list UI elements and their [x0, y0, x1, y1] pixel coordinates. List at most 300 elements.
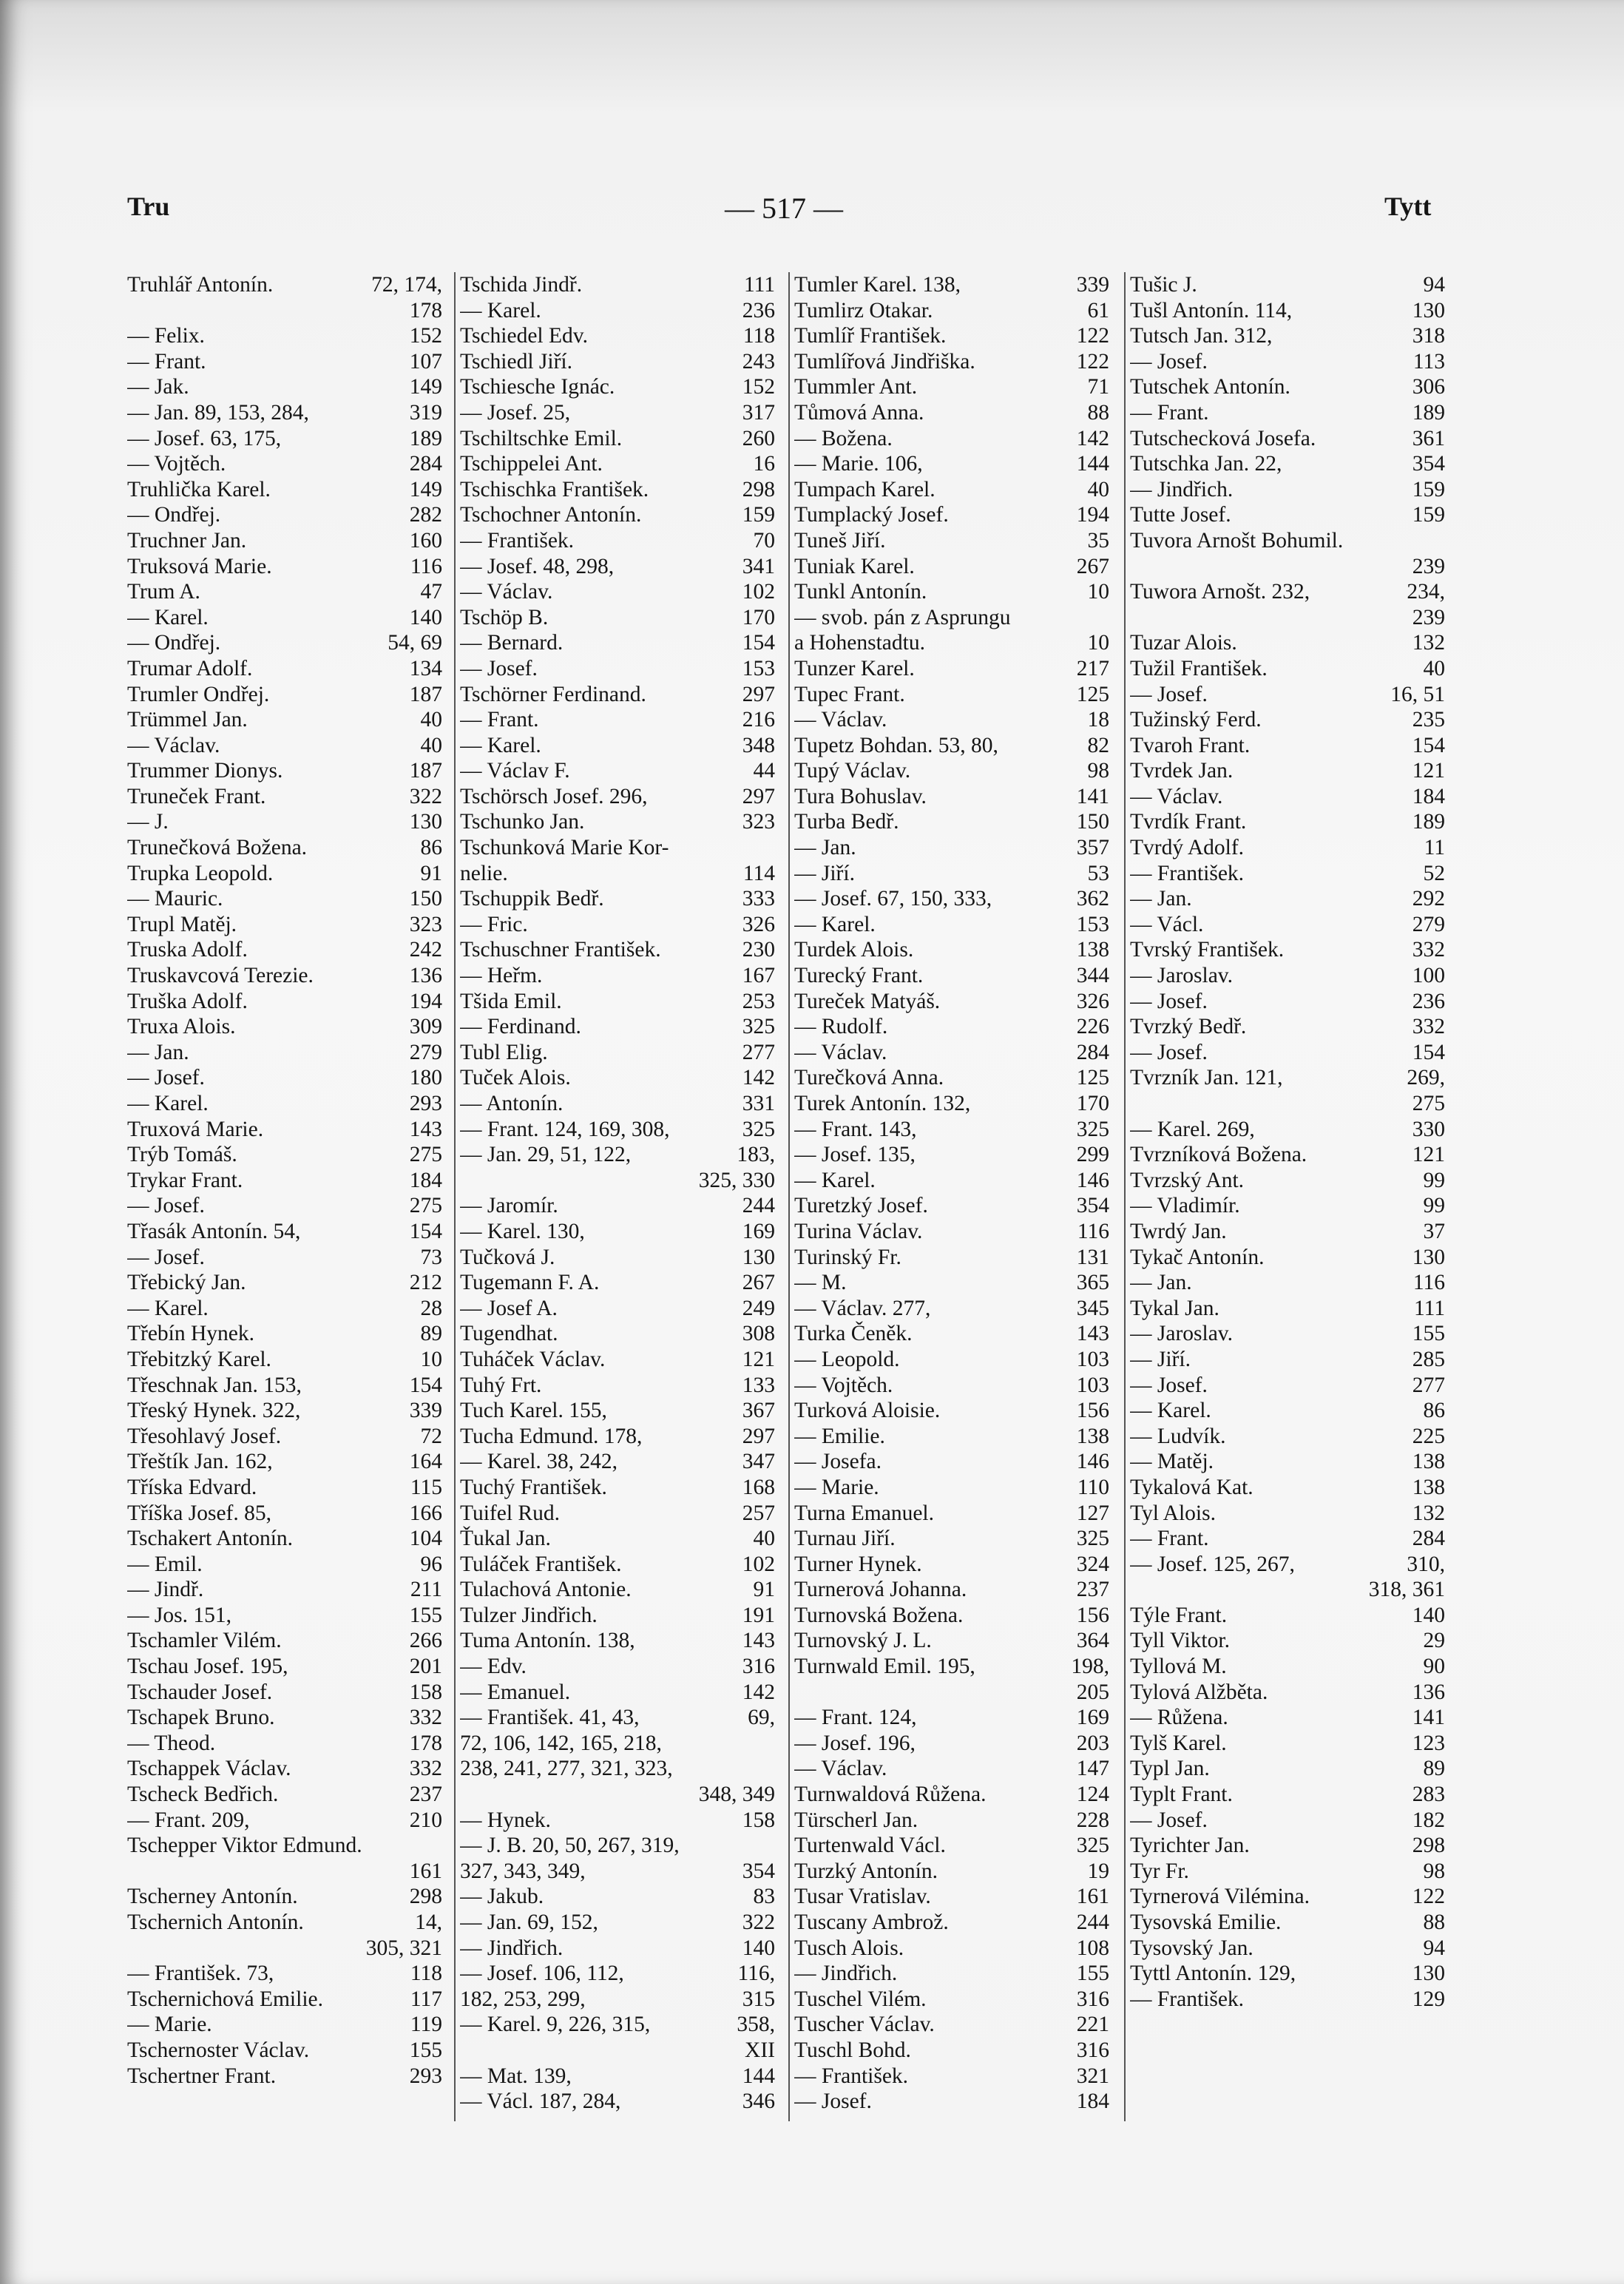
entry-pages: 116 — [1077, 1219, 1109, 1243]
entry-pages: 178 — [409, 1731, 442, 1755]
index-entry — [794, 1936, 1109, 1962]
index-entry — [794, 374, 1109, 400]
entry-pages: 325 — [1076, 1527, 1109, 1551]
entry-pages: 107 — [409, 349, 442, 374]
entry-name: Turková Aloisie. — [794, 1399, 941, 1423]
index-entry — [1130, 1117, 1445, 1143]
entry-name: — Leopold. — [794, 1347, 900, 1371]
index-entry — [1130, 272, 1445, 298]
index-entry — [127, 1449, 442, 1475]
entry-pages: 198, — [1071, 1655, 1109, 1679]
entry-name: — Karel. 269, — [1130, 1117, 1255, 1141]
entry-name: Tutschka Jan. 22, — [1130, 452, 1282, 476]
entry-name: — Jan. 89, 153, 284, — [127, 400, 309, 425]
entry-pages: 323 — [742, 810, 775, 834]
entry-pages: 152 — [409, 324, 442, 348]
entry-pages: 143 — [1076, 1322, 1109, 1346]
index-entry — [460, 451, 775, 477]
entry-pages: 47 — [420, 580, 442, 604]
index-entry — [460, 1603, 775, 1629]
entry-name: Turnwald Emil. 195, — [794, 1655, 975, 1679]
entry-name: Tužinský Ferd. — [1130, 708, 1262, 732]
index-entry — [794, 1756, 1109, 1782]
entry-name: Tumlirz Otakar. — [794, 298, 933, 322]
index-entry — [1130, 1859, 1445, 1885]
entry-pages: 40 — [420, 733, 442, 757]
entry-name: — Josef. — [1130, 1808, 1208, 1832]
entry-pages: 362 — [1076, 887, 1109, 911]
entry-name: Tschernoster Václav. — [127, 2038, 310, 2062]
index-entry — [460, 1961, 775, 1987]
index-entry — [127, 1884, 442, 1910]
index-entry — [794, 1168, 1109, 1194]
entry-name: — Josef. 125, 267, — [1130, 1552, 1295, 1576]
entry-name: Tuháček Václav. — [460, 1347, 606, 1371]
entry-name: Třeštík Jan. 162, — [127, 1450, 273, 1474]
entry-pages: 178 — [409, 298, 442, 322]
index-entry — [127, 400, 442, 426]
entry-name: 327, 343, 349, — [460, 1859, 586, 1883]
entry-pages: 99 — [1423, 1168, 1445, 1192]
index-entry — [127, 298, 442, 324]
entry-pages: 121 — [1412, 1143, 1445, 1167]
index-entry — [127, 758, 442, 784]
entry-pages: 183, — [737, 1143, 775, 1167]
column-rule — [1124, 272, 1126, 2121]
index-entry — [794, 426, 1109, 452]
entry-pages: 156 — [1076, 1603, 1109, 1627]
entry-name: Tulzer Jindřich. — [460, 1603, 598, 1627]
index-entry — [127, 656, 442, 682]
index-entry — [1130, 1936, 1445, 1962]
entry-name: — svob. pán z Asprungu — [794, 605, 1011, 629]
index-entry — [127, 912, 442, 938]
entry-pages: 131 — [1076, 1245, 1109, 1269]
entry-pages: 339 — [409, 1399, 442, 1423]
entry-pages: 138 — [1412, 1475, 1445, 1499]
entry-pages: 161 — [409, 1859, 442, 1883]
entry-pages: 103 — [1076, 1373, 1109, 1397]
entry-name: Tysovský Jan. — [1130, 1936, 1253, 1960]
entry-name: — Ludvík. — [1130, 1424, 1226, 1448]
index-entry — [127, 1833, 442, 1859]
index-entry — [1130, 1680, 1445, 1706]
entry-name: Trummer Dionys. — [127, 759, 283, 783]
entry-pages: 132 — [1412, 1501, 1445, 1525]
entry-pages: 283 — [1412, 1783, 1445, 1807]
entry-pages: 119 — [410, 2013, 442, 2037]
entry-name: — Karel. — [794, 912, 876, 936]
index-entry — [794, 1142, 1109, 1168]
entry-name: Trykar Frant. — [127, 1168, 243, 1192]
index-entry — [794, 1884, 1109, 1910]
entry-pages: 72 — [420, 1424, 442, 1448]
entry-name: — Marie. 106, — [794, 452, 923, 476]
entry-name: Tvrzník Jan. 121, — [1130, 1066, 1283, 1090]
entry-name: Tuvora Arnošt Bohumil. — [1130, 528, 1344, 553]
index-entry — [460, 1142, 775, 1168]
index-entry — [794, 298, 1109, 324]
entry-name: Tugemann F. A. — [460, 1271, 600, 1295]
entry-name: Typlt Frant. — [1130, 1783, 1233, 1807]
entry-pages: 111 — [1413, 1296, 1445, 1320]
entry-pages: 89 — [1423, 1757, 1445, 1781]
entry-pages: 361 — [1412, 426, 1445, 450]
entry-pages: 309 — [409, 1015, 442, 1039]
entry-pages: 115 — [410, 1475, 442, 1499]
entry-pages: 54, 69 — [388, 631, 442, 655]
index-entry — [460, 886, 775, 912]
entry-pages: 321 — [1076, 2064, 1109, 2088]
entry-pages: 285 — [1412, 1347, 1445, 1371]
entry-pages: 325 — [1076, 1834, 1109, 1858]
entry-pages: 10 — [1087, 580, 1109, 604]
entry-pages: 332 — [1412, 938, 1445, 962]
entry-pages: 127 — [1076, 1501, 1109, 1525]
index-entry — [1130, 707, 1445, 733]
entry-pages: 267 — [742, 1271, 775, 1295]
entry-name: Tschiedel Edv. — [460, 324, 588, 348]
entry-pages: 86 — [1423, 1399, 1445, 1423]
entry-name: — Karel. — [1130, 1399, 1211, 1423]
entry-pages: 146 — [1076, 1450, 1109, 1474]
entry-name: Trum A. — [127, 580, 200, 604]
entry-pages: 310, — [1407, 1552, 1445, 1576]
index-entry — [460, 682, 775, 708]
entry-name: Tvrdík Frant. — [1130, 810, 1247, 834]
entry-pages: 333 — [742, 887, 775, 911]
column-rule — [454, 272, 456, 2121]
entry-pages: 143 — [742, 1629, 775, 1653]
index-entry — [127, 477, 442, 503]
entry-name: Tscherney Antonín. — [127, 1885, 298, 1909]
entry-name: — Josef. — [127, 1245, 205, 1269]
entry-name: — Jos. 151, — [127, 1603, 231, 1627]
index-entry — [794, 1091, 1109, 1117]
index-entry — [794, 1731, 1109, 1757]
entry-name: — Mauric. — [127, 887, 223, 911]
index-entry — [460, 349, 775, 375]
index-entry — [1130, 733, 1445, 759]
index-entry — [794, 528, 1109, 554]
entry-name: Tschunková Marie Kor- — [460, 836, 669, 860]
entry-pages: 122 — [1076, 324, 1109, 348]
index-entry — [127, 1321, 442, 1347]
index-entry — [460, 912, 775, 938]
entry-pages: 234, — [1407, 580, 1445, 604]
index-entry — [794, 477, 1109, 503]
entry-pages: 282 — [409, 503, 442, 527]
entry-name: Truneček Frant. — [127, 784, 266, 808]
entry-name: — Jan. — [794, 836, 856, 860]
entry-pages: 275 — [1412, 1092, 1445, 1115]
entry-name: — Ondřej. — [127, 631, 221, 655]
entry-pages: 346 — [742, 2089, 775, 2114]
entry-name: Turečková Anna. — [794, 1066, 944, 1090]
index-entry — [460, 1321, 775, 1347]
entry-name: Turner Hynek. — [794, 1552, 922, 1576]
entry-pages: 121 — [742, 1347, 775, 1371]
entry-pages: 203 — [1076, 1731, 1109, 1755]
index-entry — [127, 1475, 442, 1501]
entry-pages: 159 — [742, 503, 775, 527]
running-head-right: Tytt — [1384, 192, 1432, 221]
entry-pages: 230 — [742, 938, 775, 962]
entry-name: — Frant. — [1130, 1527, 1209, 1551]
index-entry — [1130, 963, 1445, 989]
index-entry — [1130, 528, 1445, 554]
entry-name: Tuma Antonín. 138, — [460, 1629, 635, 1653]
index-entry — [794, 758, 1109, 784]
index-entry — [460, 1449, 775, 1475]
entry-name: — Karel. — [127, 1092, 209, 1115]
entry-name: — Vojtěch. — [794, 1373, 893, 1397]
index-entry — [794, 1526, 1109, 1552]
index-entry — [127, 1398, 442, 1424]
index-entry — [460, 298, 775, 324]
entry-pages: 293 — [409, 1092, 442, 1115]
index-entry — [460, 1398, 775, 1424]
entry-name: Truška Adolf. — [127, 989, 248, 1013]
entry-name: — M. — [794, 1271, 847, 1295]
entry-name: — Josef. — [460, 656, 538, 680]
entry-pages: 332 — [409, 1757, 442, 1781]
index-entry — [127, 579, 442, 605]
entry-name: Tušic J. — [1130, 273, 1197, 297]
entry-name: — Josef. 48, 298, — [460, 554, 615, 578]
index-entry — [127, 1782, 442, 1808]
index-entry — [1130, 861, 1445, 887]
entry-pages: 194 — [409, 989, 442, 1013]
entry-name: Trupl Matěj. — [127, 912, 237, 936]
entry-pages: 297 — [742, 784, 775, 808]
index-entry — [1130, 1577, 1445, 1603]
index-entry — [127, 1987, 442, 2013]
entry-name: Tschippelei Ant. — [460, 452, 603, 476]
entry-name: — Karel. — [127, 1296, 209, 1320]
entry-name: — Emil. — [127, 1552, 203, 1576]
index-entry — [794, 784, 1109, 810]
entry-pages: 153 — [742, 656, 775, 680]
entry-name: Tuniak Karel. — [794, 554, 915, 578]
index-entry — [1130, 1756, 1445, 1782]
entry-pages: 150 — [1076, 810, 1109, 834]
entry-pages: 160 — [409, 528, 442, 553]
index-entry — [460, 1347, 775, 1373]
entry-name: Tschamler Vilém. — [127, 1629, 282, 1653]
index-entry — [1130, 1910, 1445, 1936]
index-entry — [127, 1091, 442, 1117]
entry-name: — Karel. — [127, 605, 209, 629]
index-entry — [127, 323, 442, 349]
entry-pages: 133 — [742, 1373, 775, 1397]
entry-pages: 344 — [1076, 964, 1109, 988]
index-entry — [127, 1347, 442, 1373]
index-entry — [1130, 374, 1445, 400]
entry-name: Tuifel Rud. — [460, 1501, 560, 1525]
entry-pages: 130 — [1412, 1962, 1445, 1986]
index-entry — [1130, 1808, 1445, 1834]
index-entry — [794, 1193, 1109, 1219]
entry-name: — Frant. 209, — [127, 1808, 250, 1832]
index-entry — [460, 1756, 775, 1782]
entry-pages: 319 — [409, 400, 442, 425]
entry-pages: 53 — [1087, 861, 1109, 885]
entry-name: — Jan. — [127, 1040, 189, 1064]
entry-pages: 16, 51 — [1390, 682, 1445, 706]
entry-pages: 322 — [742, 1910, 775, 1934]
entry-name: — Jakub. — [460, 1885, 544, 1909]
index-entry — [127, 554, 442, 580]
index-entry — [460, 989, 775, 1015]
entry-name: Turnau Jiří. — [794, 1527, 896, 1551]
entry-name: — František. — [1130, 861, 1245, 885]
entry-pages: 40 — [420, 708, 442, 732]
entry-name: — Frant. 124, — [794, 1706, 917, 1730]
entry-name: — Karel. 9, 226, 315, — [460, 2013, 651, 2037]
entry-pages: 73 — [420, 1245, 442, 1269]
index-entry — [1130, 1526, 1445, 1552]
entry-name: — Jaroslav. — [1130, 964, 1234, 988]
entry-name: Tykal Jan. — [1130, 1296, 1219, 1320]
entry-pages: 170 — [742, 605, 775, 629]
entry-pages: 325, 330 — [698, 1168, 775, 1192]
entry-name: Týle Frant. — [1130, 1603, 1228, 1627]
entry-pages: 153 — [1076, 912, 1109, 936]
entry-name: Turnovská Božena. — [794, 1603, 964, 1627]
entry-name: Tschöp B. — [460, 605, 549, 629]
index-entry — [127, 1373, 442, 1399]
index-entry — [794, 1270, 1109, 1296]
entry-name: Tyrichter Jan. — [1130, 1834, 1250, 1858]
entry-name: Tšida Emil. — [460, 989, 562, 1013]
entry-name: Tschauder Josef. — [127, 1680, 273, 1704]
index-entry — [460, 1296, 775, 1322]
entry-pages: 19 — [1087, 1859, 1109, 1883]
index-entry — [794, 1501, 1109, 1527]
index-entry — [794, 1219, 1109, 1245]
entry-pages: 140 — [409, 605, 442, 629]
index-entry — [794, 323, 1109, 349]
entry-name: — Felix. — [127, 324, 205, 348]
index-entry — [127, 1628, 442, 1654]
entry-name: — Frant. — [460, 708, 539, 732]
entry-pages: 164 — [409, 1450, 442, 1474]
entry-name: — Ferdinand. — [460, 1015, 581, 1039]
entry-pages: 28 — [420, 1296, 442, 1320]
entry-pages: 125 — [1076, 1066, 1109, 1090]
entry-pages: 10 — [420, 1347, 442, 1371]
index-entry — [1130, 554, 1445, 580]
entry-name: Trupka Leopold. — [127, 861, 274, 885]
entry-name: Tušl Antonín. 114, — [1130, 298, 1293, 322]
entry-name: — Jindřich. — [794, 1962, 898, 1986]
entry-name: Tyl Alois. — [1130, 1501, 1216, 1525]
index-entry — [127, 451, 442, 477]
entry-name: — Josef. — [127, 1194, 205, 1218]
index-entry — [1130, 298, 1445, 324]
entry-name: Truxa Alois. — [127, 1015, 236, 1039]
entry-pages: 277 — [1412, 1373, 1445, 1397]
entry-pages: 35 — [1087, 528, 1109, 553]
index-entry — [794, 2089, 1109, 2115]
index-entry — [1130, 502, 1445, 528]
index-entry — [794, 809, 1109, 835]
entry-name: — Václav. — [794, 708, 887, 732]
entry-name: — Růžena. — [1130, 1706, 1228, 1730]
index-entry — [1130, 1142, 1445, 1168]
index-entry — [794, 2038, 1109, 2064]
entry-name: — Václav. — [127, 733, 220, 757]
entry-name: — František. 73, — [127, 1962, 274, 1986]
entry-name: Tschörner Ferdinand. — [460, 682, 646, 706]
entry-pages: 182 — [1412, 1808, 1445, 1832]
index-entry — [794, 733, 1109, 759]
index-entry — [794, 1117, 1109, 1143]
index-entry — [460, 630, 775, 656]
entry-name: Tuch Karel. 155, — [460, 1399, 607, 1423]
entry-name: Tyrnerová Vilémina. — [1130, 1885, 1310, 1909]
entry-pages: 91 — [420, 861, 442, 885]
index-entry — [1130, 1014, 1445, 1040]
entry-pages: 166 — [409, 1501, 442, 1525]
entry-name: Tupetz Bohdan. 53, 80, — [794, 733, 998, 757]
index-entry — [127, 528, 442, 554]
entry-pages: 326 — [742, 912, 775, 936]
entry-pages: 275 — [409, 1143, 442, 1167]
entry-pages: 130 — [742, 1245, 775, 1269]
index-entry — [1130, 1552, 1445, 1578]
index-entry — [1130, 937, 1445, 963]
index-entry — [460, 1526, 775, 1552]
index-entry — [794, 272, 1109, 298]
entry-pages: 242 — [409, 938, 442, 962]
entry-name: Tschiedl Jiří. — [460, 349, 572, 374]
entry-pages: 143 — [409, 1117, 442, 1141]
index-entry — [460, 656, 775, 682]
index-entry — [460, 400, 775, 426]
entry-pages: 102 — [742, 1552, 775, 1576]
entry-name: — Josef. 63, 175, — [127, 426, 282, 450]
entry-pages: 341 — [742, 554, 775, 578]
entry-name: Turba Bedř. — [794, 810, 899, 834]
index-entry — [794, 554, 1109, 580]
index-entry — [460, 554, 775, 580]
entry-pages: 260 — [742, 426, 775, 450]
entry-pages: 325 — [742, 1117, 775, 1141]
entry-name: — Jan. — [1130, 887, 1192, 911]
entry-name: — Matěj. — [1130, 1450, 1214, 1474]
entry-pages: 169 — [742, 1219, 775, 1243]
entry-name: Tschiltschke Emil. — [460, 426, 623, 450]
index-entry — [1130, 989, 1445, 1015]
entry-name: — Theod. — [127, 1731, 216, 1755]
entry-name: Turina Václav. — [794, 1219, 923, 1243]
entry-name: Třebín Hynek. — [127, 1322, 255, 1346]
index-entry — [460, 1168, 775, 1194]
entry-pages: 72, 174, — [371, 273, 442, 297]
entry-name: Twrdý Jan. — [1130, 1219, 1227, 1243]
index-entry — [1130, 1731, 1445, 1757]
index-entry — [127, 374, 442, 400]
index-entry — [1130, 1884, 1445, 1910]
entry-name: — Josef. — [794, 2089, 872, 2114]
entry-name: — Josef. — [1130, 1373, 1208, 1397]
index-entry — [460, 1859, 775, 1885]
entry-name: — František. — [1130, 1987, 1245, 2011]
entry-pages: 194 — [1076, 503, 1109, 527]
index-entry — [460, 1884, 775, 1910]
